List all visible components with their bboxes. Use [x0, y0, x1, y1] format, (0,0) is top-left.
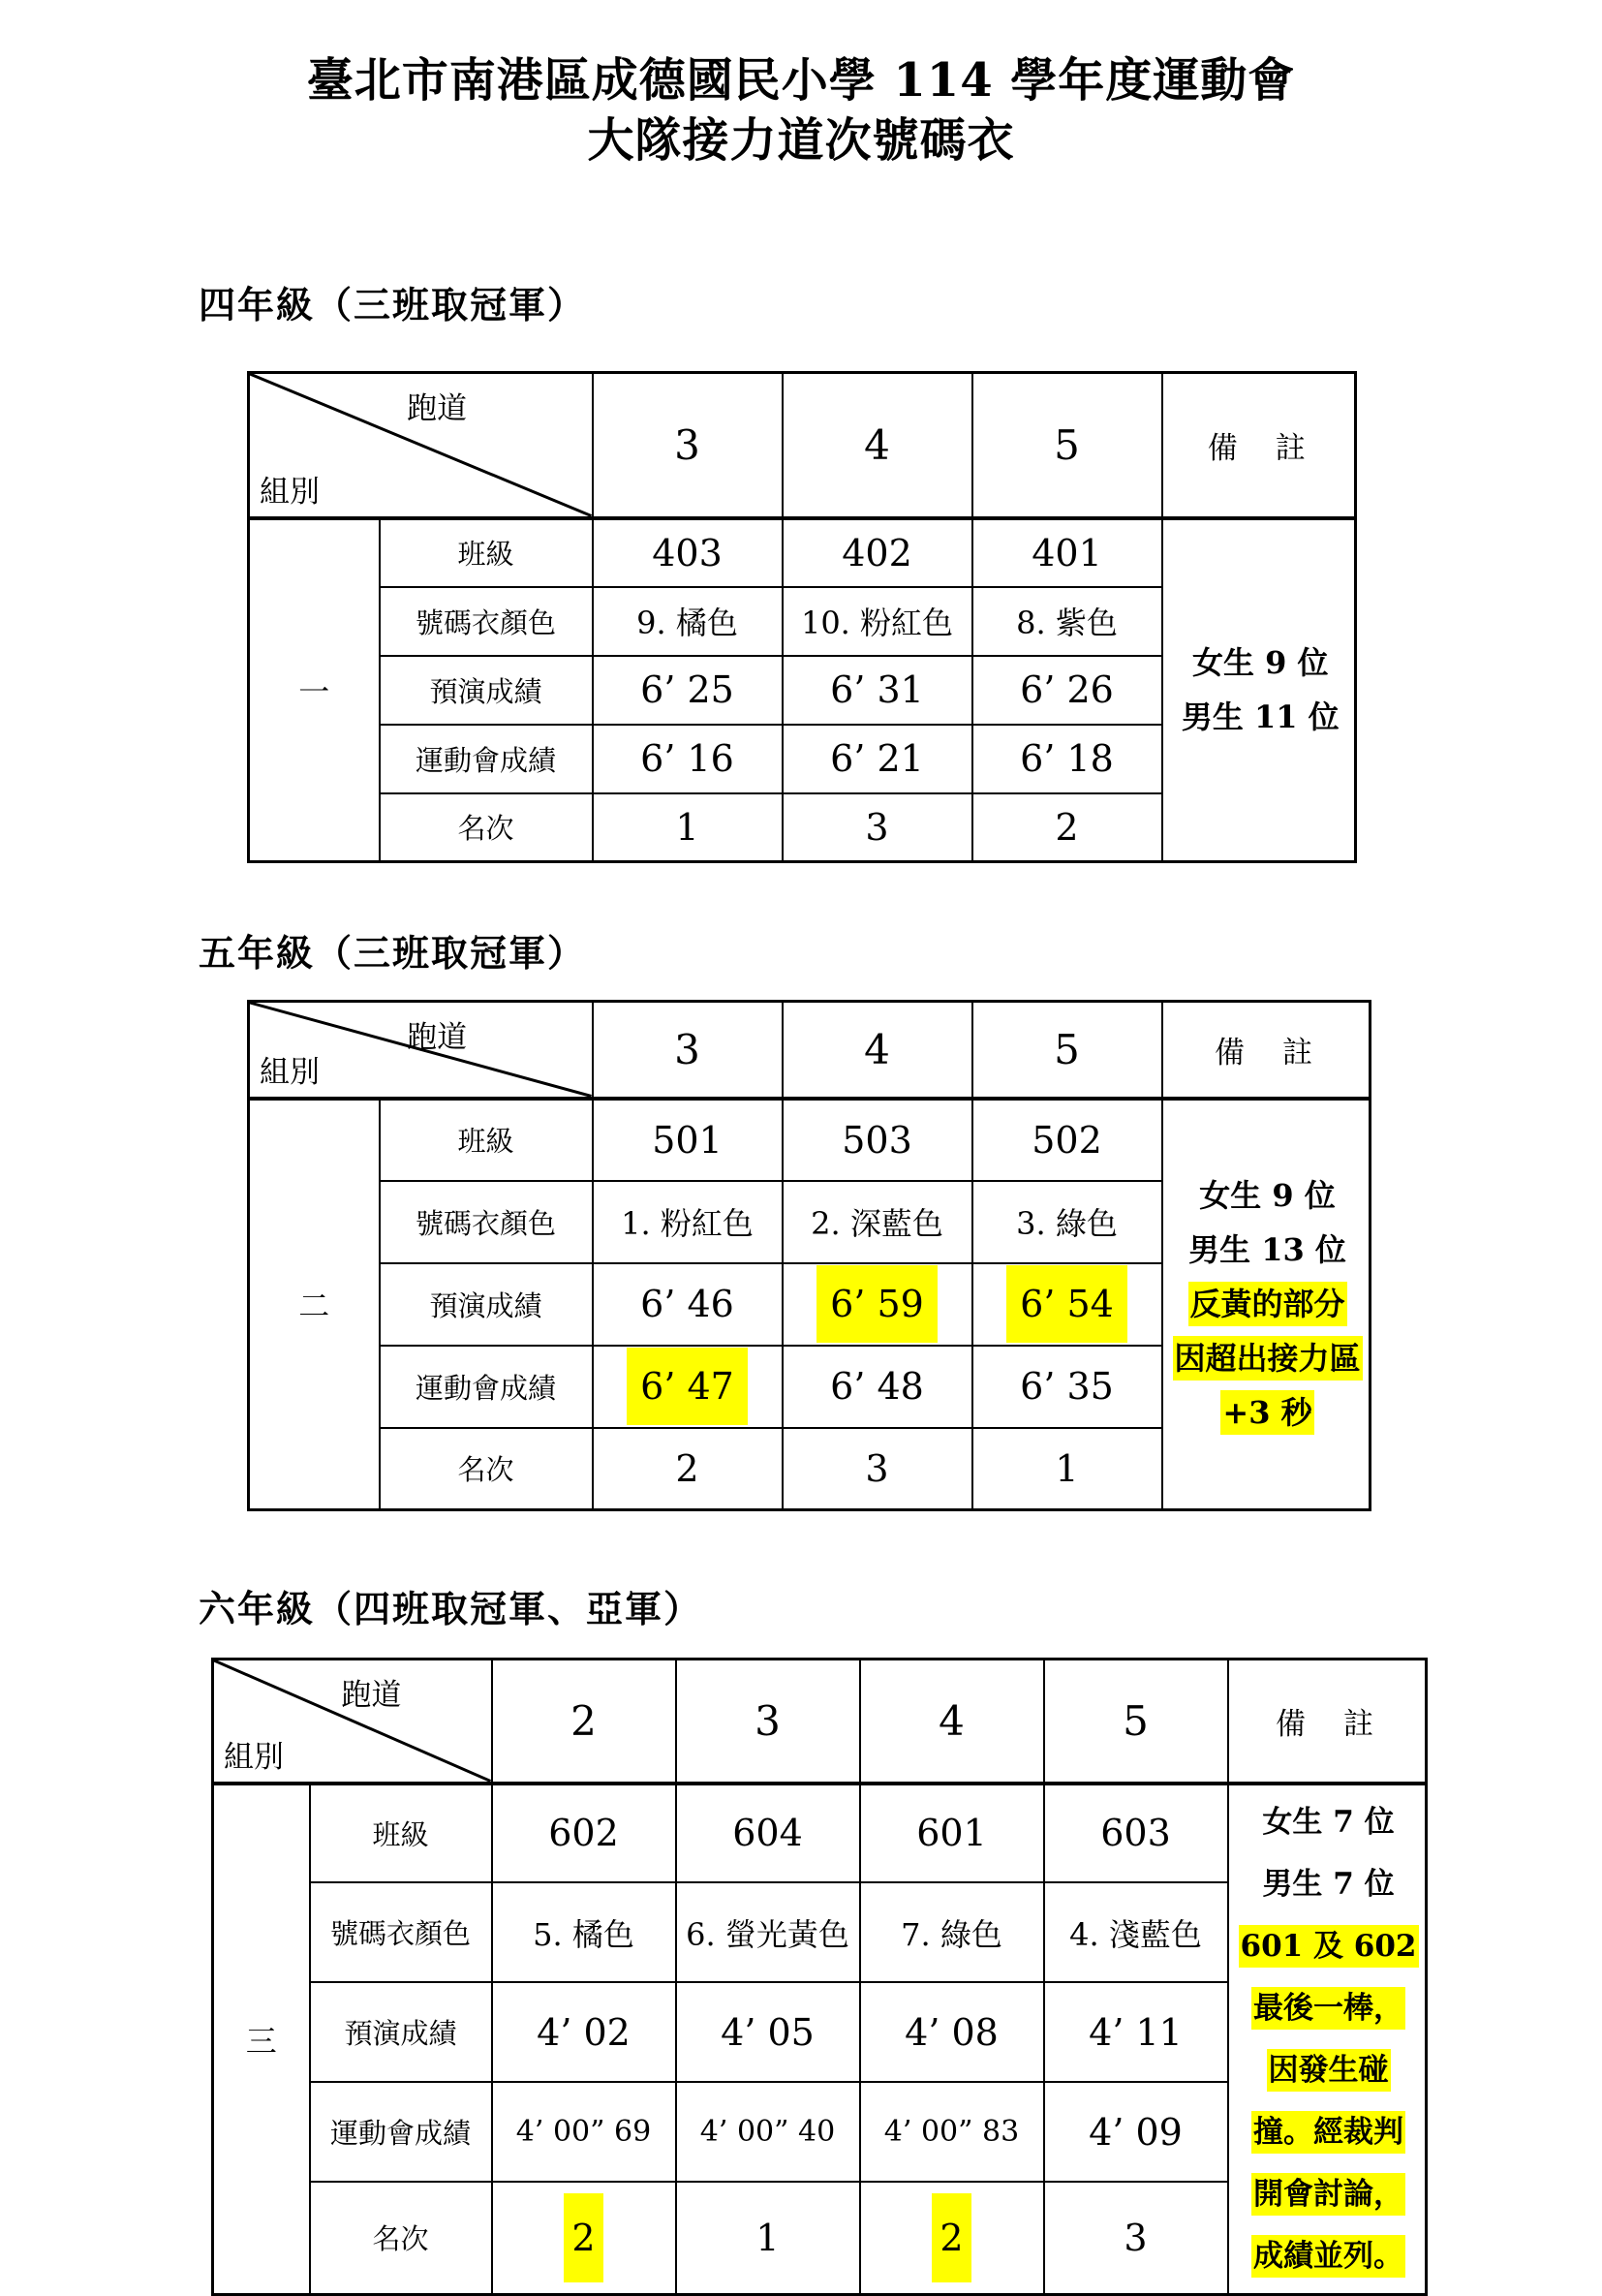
meet-cell: 4’ 00” 69 [492, 2082, 676, 2182]
class-cell: 601 [860, 1784, 1044, 1883]
section-heading-grade5: 五年級（三班取冠軍） [199, 931, 587, 975]
rank-cell: 1 [972, 1428, 1162, 1510]
lane-header: 2 [492, 1660, 676, 1784]
title-line-1: 臺北市南港區成德國民小學 114 學年度運動會 [306, 53, 1296, 108]
title-line-2: 大隊接力道次號碼衣 [587, 113, 1015, 168]
class-cell: 604 [676, 1784, 860, 1883]
rehearsal-cell: 6’ 31 [783, 656, 972, 725]
meet-cell: 4’ 00” 40 [676, 2082, 860, 2182]
remark-line-highlighted: 開會討論， [1239, 2163, 1419, 2225]
section-heading-grade6: 六年級（四班取冠軍、亞軍） [199, 1587, 703, 1630]
rank-cell: 3 [783, 1428, 972, 1510]
remarks-cell [1162, 1099, 1371, 1510]
rehearsal-cell: 6’ 46 [593, 1263, 783, 1346]
rank-cell: 2 [972, 793, 1162, 862]
row-label-bib-color: 號碼衣顏色 [380, 1181, 593, 1263]
rehearsal-cell: 4’ 08 [860, 1982, 1044, 2082]
lane-header: 4 [783, 1002, 972, 1099]
rank-cell-highlighted: 2 [492, 2182, 676, 2294]
class-cell: 402 [783, 518, 972, 587]
remark-line: 女生 9 位 [1199, 1177, 1336, 1215]
corner-cell [249, 1002, 593, 1099]
row-label-bib-color: 號碼衣顏色 [310, 1882, 492, 1982]
class-cell: 502 [972, 1099, 1162, 1181]
lane-header: 5 [972, 1002, 1162, 1099]
rehearsal-cell-highlighted: 6’ 54 [972, 1263, 1162, 1346]
bib-color-cell: 9. 橘色 [593, 587, 783, 656]
meet-cell: 4’ 00” 83 [860, 2082, 1044, 2182]
remark-line: 男生 7 位 [1262, 1866, 1395, 1902]
remarks-header: 備 註 [1162, 373, 1356, 518]
group-axis-label: 組別 [260, 1054, 320, 1090]
meet-cell: 6’ 16 [593, 725, 783, 793]
lane-header: 5 [972, 373, 1162, 518]
group-axis-label: 組別 [260, 474, 320, 510]
rehearsal-cell: 6’ 26 [972, 656, 1162, 725]
bib-color-cell: 6. 螢光黃色 [676, 1882, 860, 1982]
group-number-cell: 三 [213, 1784, 310, 2295]
group-number-cell: 二 [249, 1099, 380, 1510]
class-cell: 602 [492, 1784, 676, 1883]
row-label-bib-color: 號碼衣顏色 [380, 587, 593, 656]
grade6-table [211, 1658, 1428, 2296]
lane-header: 3 [593, 1002, 783, 1099]
corner-cell [249, 373, 593, 518]
row-label-rank: 名次 [380, 793, 593, 862]
corner-cell [213, 1660, 492, 1784]
lane-header: 3 [676, 1660, 860, 1784]
row-label-meet: 運動會成績 [380, 725, 593, 793]
section-heading-grade4: 四年級（三班取冠軍） [199, 283, 587, 326]
grade5-table [247, 1000, 1371, 1511]
row-label-rehearsal: 預演成績 [310, 1982, 492, 2082]
rehearsal-cell-highlighted: 6’ 59 [783, 1263, 972, 1346]
remark-line-highlighted: 最後一棒， [1239, 1977, 1419, 2039]
remarks-cell [1162, 518, 1356, 862]
remark-line: 女生 7 位 [1262, 1804, 1395, 1840]
rank-cell: 2 [593, 1428, 783, 1510]
class-cell: 603 [1044, 1784, 1228, 1883]
remark-line-highlighted: 撞。經裁判 [1239, 2101, 1419, 2163]
group-number-cell: 一 [249, 518, 380, 862]
remarks-cell [1228, 1784, 1427, 2295]
remark-line-highlighted: 成績並列。 [1239, 2225, 1419, 2287]
bib-color-cell: 7. 綠色 [860, 1882, 1044, 1982]
document-title [0, 0, 1602, 171]
rank-cell-highlighted: 2 [860, 2182, 1044, 2294]
table-row-class [213, 1784, 1427, 1883]
lane-header: 5 [1044, 1660, 1228, 1784]
class-cell: 403 [593, 518, 783, 587]
meet-cell-highlighted: 6’ 47 [593, 1346, 783, 1428]
row-label-class: 班級 [380, 1099, 593, 1181]
table-row-class [249, 518, 1356, 587]
lane-axis-label: 跑道 [407, 1020, 468, 1055]
table-header-row [213, 1660, 1427, 1784]
lane-axis-label: 跑道 [341, 1678, 402, 1713]
remark-line-highlighted: +3 秒 [1173, 1385, 1363, 1440]
row-label-rank: 名次 [310, 2182, 492, 2294]
meet-cell: 6’ 48 [783, 1346, 972, 1428]
lane-header: 4 [783, 373, 972, 518]
remark-line-highlighted: 因發生碰 [1239, 2039, 1419, 2101]
grade4-table [247, 371, 1357, 863]
row-label-meet: 運動會成績 [310, 2082, 492, 2182]
table-header-row [249, 373, 1356, 518]
remark-line-highlighted: 601 及 602 [1239, 1915, 1419, 1977]
row-label-rehearsal: 預演成績 [380, 656, 593, 725]
rank-cell: 1 [676, 2182, 860, 2294]
lane-header: 3 [593, 373, 783, 518]
bib-color-cell: 4. 淺藍色 [1044, 1882, 1228, 1982]
rank-cell: 1 [593, 793, 783, 862]
row-label-meet: 運動會成績 [380, 1346, 593, 1428]
row-label-rehearsal: 預演成績 [380, 1263, 593, 1346]
rehearsal-cell: 4’ 05 [676, 1982, 860, 2082]
remark-line: 男生 11 位 [1181, 698, 1340, 736]
bib-color-cell: 8. 紫色 [972, 587, 1162, 656]
remarks-header: 備 註 [1228, 1660, 1427, 1784]
group-axis-label: 組別 [224, 1739, 284, 1775]
lane-axis-label: 跑道 [407, 391, 468, 426]
rank-cell: 3 [783, 793, 972, 862]
remarks-header: 備 註 [1162, 1002, 1371, 1099]
row-label-class: 班級 [380, 518, 593, 587]
bib-color-cell: 5. 橘色 [492, 1882, 676, 1982]
rehearsal-cell: 6’ 25 [593, 656, 783, 725]
table-header-row [249, 1002, 1371, 1099]
row-label-rank: 名次 [380, 1428, 593, 1510]
bib-color-cell: 10. 粉紅色 [783, 587, 972, 656]
class-cell: 501 [593, 1099, 783, 1181]
row-label-class: 班級 [310, 1784, 492, 1883]
meet-cell: 4’ 09 [1044, 2082, 1228, 2182]
bib-color-cell: 3. 綠色 [972, 1181, 1162, 1263]
rehearsal-cell: 4’ 02 [492, 1982, 676, 2082]
class-cell: 503 [783, 1099, 972, 1181]
bib-color-cell: 2. 深藍色 [783, 1181, 972, 1263]
bib-color-cell: 1. 粉紅色 [593, 1181, 783, 1263]
remark-line: 女生 9 位 [1191, 644, 1329, 682]
meet-cell: 6’ 18 [972, 725, 1162, 793]
table-row-class [249, 1099, 1371, 1181]
meet-cell: 6’ 35 [972, 1346, 1162, 1428]
rank-cell: 3 [1044, 2182, 1228, 2294]
remark-line: 男生 13 位 [1188, 1231, 1346, 1269]
remark-line-highlighted: 反黃的部分 [1173, 1277, 1363, 1331]
meet-cell: 6’ 21 [783, 725, 972, 793]
rehearsal-cell: 4’ 11 [1044, 1982, 1228, 2082]
remark-line-highlighted: 因超出接力區 [1173, 1331, 1363, 1385]
lane-header: 4 [860, 1660, 1044, 1784]
class-cell: 401 [972, 518, 1162, 587]
